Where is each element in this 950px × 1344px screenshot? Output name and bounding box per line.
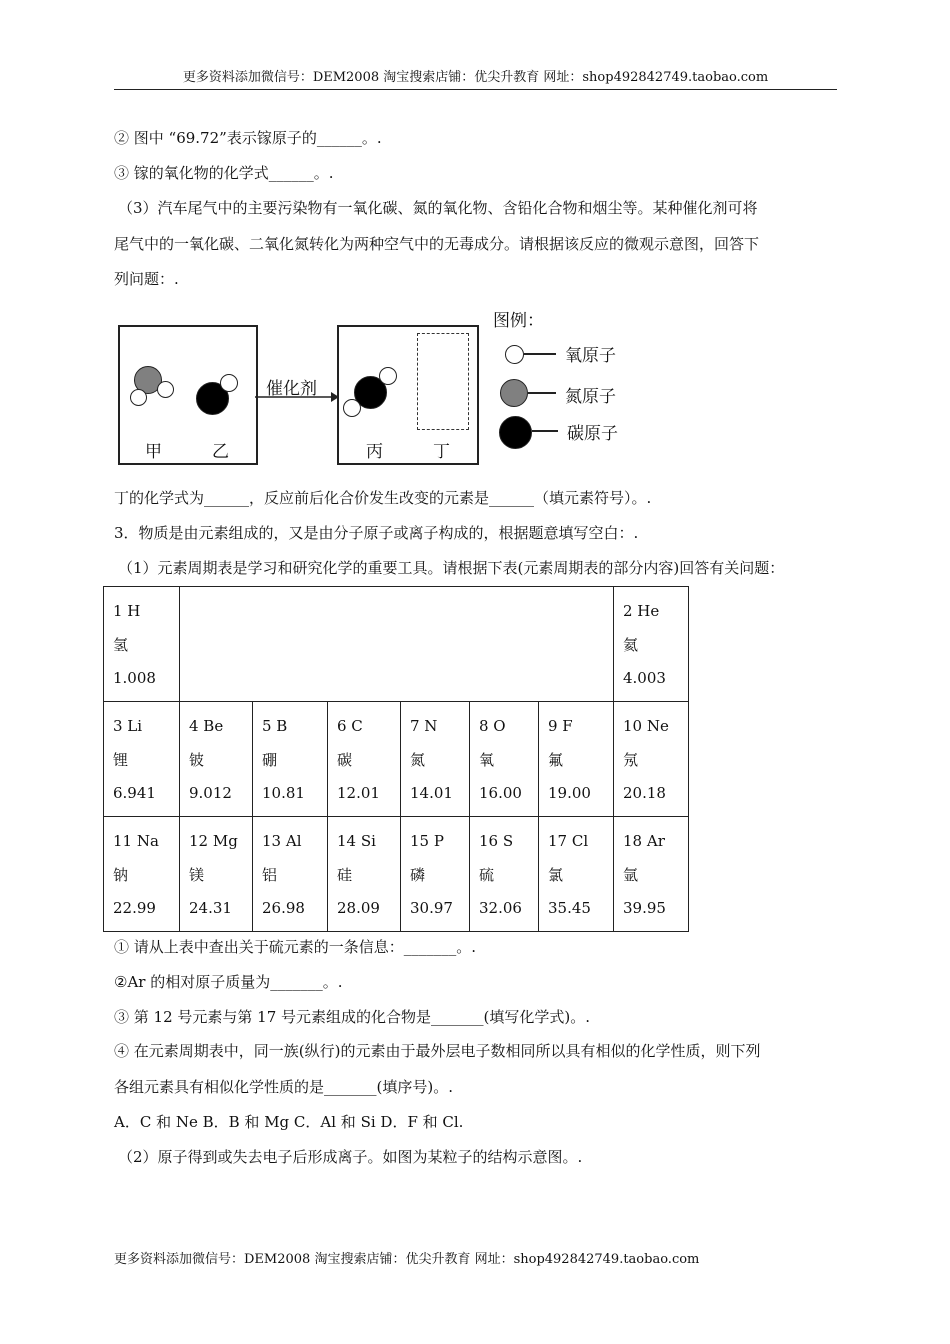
element-name: 氟 bbox=[548, 750, 564, 769]
arrow-right-icon bbox=[255, 390, 339, 404]
element-symbol: 8 O bbox=[479, 717, 506, 735]
legend-line bbox=[532, 430, 558, 432]
legend-carbon-icon bbox=[499, 416, 532, 449]
element-cell bbox=[539, 702, 614, 817]
element-mass: 28.09 bbox=[337, 899, 380, 917]
table-row bbox=[104, 702, 689, 817]
element-mass: 1.008 bbox=[113, 669, 156, 687]
element-name: 氯 bbox=[548, 865, 564, 884]
element-name: 碳 bbox=[337, 750, 353, 769]
legend-line bbox=[524, 353, 556, 355]
q2-answer-line: 丁的化学式为______，反应前后化合价发生改变的元素是______（填元素符号）。. bbox=[114, 489, 652, 507]
legend-oxygen-icon bbox=[505, 345, 524, 364]
periodic-table bbox=[103, 586, 689, 932]
element-cell bbox=[253, 702, 328, 817]
legend-title: 图例： bbox=[493, 311, 544, 331]
element-symbol: 14 Si bbox=[337, 832, 376, 850]
element-symbol: 6 C bbox=[337, 717, 363, 735]
q3-item4-line1: ④ 在元素周期表中，同一族(纵行)的元素由于最外层电子数相同所以具有相似的化学性质，则下列 bbox=[114, 1042, 761, 1060]
element-name: 氖 bbox=[623, 750, 639, 769]
element-symbol: 17 Cl bbox=[548, 832, 589, 850]
q3-item2: ②Ar 的相对原子质量为_______。. bbox=[114, 973, 343, 991]
element-mass: 6.941 bbox=[113, 784, 156, 802]
element-name: 氮 bbox=[410, 750, 426, 769]
element-symbol: 1 H bbox=[113, 602, 141, 620]
element-symbol: 13 Al bbox=[262, 832, 302, 850]
label-bing: 丙 bbox=[366, 442, 383, 462]
element-name: 氦 bbox=[623, 635, 639, 654]
element-cell bbox=[104, 817, 180, 932]
element-name: 硫 bbox=[479, 865, 495, 884]
oxygen-atom bbox=[130, 389, 147, 406]
element-cell bbox=[253, 817, 328, 932]
element-mass: 22.99 bbox=[113, 899, 156, 917]
element-symbol: 7 N bbox=[410, 717, 438, 735]
element-name: 硅 bbox=[337, 865, 353, 884]
element-symbol: 12 Mg bbox=[189, 832, 238, 850]
legend-carbon-label: 碳原子 bbox=[567, 424, 618, 444]
label-ding: 丁 bbox=[433, 442, 450, 462]
element-cell bbox=[614, 587, 689, 702]
q3-part2: （2）原子得到或失去电子后形成离子。如图为某粒子的结构示意图。. bbox=[118, 1148, 583, 1166]
q3-item1: ① 请从上表中查出关于硫元素的一条信息：_______。. bbox=[114, 938, 477, 956]
oxygen-atom bbox=[157, 381, 174, 398]
element-mass: 26.98 bbox=[262, 899, 305, 917]
q2-part3-line2: 尾气中的一氧化碳、二氧化氮转化为两种空气中的无毒成分。请根据该反应的微观示意图，回答下 bbox=[114, 235, 760, 253]
q3-options: A．C 和 Ne B．B 和 Mg C．Al 和 Si D．F 和 Cl. bbox=[114, 1113, 464, 1131]
q3-item4-line2: 各组元素具有相似化学性质的是_______(填序号)。. bbox=[114, 1078, 453, 1096]
element-mass: 32.06 bbox=[479, 899, 522, 917]
element-mass: 35.45 bbox=[548, 899, 591, 917]
q2-part3-line3: 列问题：. bbox=[114, 270, 179, 288]
element-symbol: 10 Ne bbox=[623, 717, 669, 735]
element-cell bbox=[180, 702, 253, 817]
element-mass: 4.003 bbox=[623, 669, 666, 687]
element-symbol: 5 B bbox=[262, 717, 288, 735]
element-symbol: 11 Na bbox=[113, 832, 159, 850]
element-cell bbox=[104, 587, 180, 702]
element-mass: 14.01 bbox=[410, 784, 453, 802]
element-symbol: 18 Ar bbox=[623, 832, 665, 850]
element-symbol: 9 F bbox=[548, 717, 573, 735]
element-symbol: 2 He bbox=[623, 602, 660, 620]
legend-oxygen-label: 氧原子 bbox=[565, 346, 616, 366]
element-name: 铍 bbox=[189, 750, 205, 769]
element-name: 锂 bbox=[113, 750, 129, 769]
element-cell bbox=[401, 817, 470, 932]
element-name: 磷 bbox=[410, 865, 426, 884]
oxygen-atom bbox=[220, 374, 238, 392]
legend-nitrogen-icon bbox=[500, 379, 528, 407]
q2-item2: ② 图中 “69.72”表示镓原子的______。. bbox=[114, 129, 382, 147]
q3-part1: （1）元素周期表是学习和研究化学的重要工具。请根据下表(元素周期表的部分内容)回答有关问题： bbox=[118, 559, 785, 577]
element-symbol: 15 P bbox=[410, 832, 444, 850]
catalyst-label: 催化剂 bbox=[266, 379, 317, 399]
element-name: 钠 bbox=[113, 865, 129, 884]
element-cell bbox=[614, 702, 689, 817]
q3-title: 3．物质是由元素组成的，又是由分子原子或离子构成的，根据题意填写空白：. bbox=[114, 524, 639, 542]
element-mass: 12.01 bbox=[337, 784, 380, 802]
empty-cell bbox=[180, 587, 614, 702]
element-mass: 39.95 bbox=[623, 899, 666, 917]
element-cell bbox=[328, 817, 401, 932]
element-symbol: 3 Li bbox=[113, 717, 143, 735]
element-name: 氧 bbox=[479, 750, 495, 769]
element-symbol: 4 Be bbox=[189, 717, 224, 735]
element-name: 硼 bbox=[262, 750, 278, 769]
element-symbol: 16 S bbox=[479, 832, 514, 850]
element-mass: 10.81 bbox=[262, 784, 305, 802]
element-mass: 19.00 bbox=[548, 784, 591, 802]
element-name: 铝 bbox=[262, 865, 278, 884]
element-mass: 9.012 bbox=[189, 784, 232, 802]
element-mass: 30.97 bbox=[410, 899, 453, 917]
label-yi: 乙 bbox=[212, 442, 229, 462]
page-footer: 更多资料添加微信号：DEM2008 淘宝搜索店铺：优尖升教育 网址：shop492842749.taobao.com bbox=[114, 1252, 700, 1267]
element-cell bbox=[539, 817, 614, 932]
table-row bbox=[104, 587, 689, 702]
legend-line bbox=[528, 392, 556, 394]
element-mass: 16.00 bbox=[479, 784, 522, 802]
table-row bbox=[104, 817, 689, 932]
element-cell bbox=[328, 702, 401, 817]
legend-nitrogen-label: 氮原子 bbox=[565, 387, 616, 407]
oxygen-atom bbox=[343, 399, 361, 417]
page-header: 更多资料添加微信号：DEM2008 淘宝搜索店铺：优尖升教育 网址：shop492842749.taobao.com bbox=[114, 66, 837, 90]
element-name: 氢 bbox=[113, 635, 129, 654]
element-cell bbox=[104, 702, 180, 817]
element-cell bbox=[470, 702, 539, 817]
oxygen-atom bbox=[379, 367, 397, 385]
unknown-product-box bbox=[417, 333, 469, 430]
q3-item3: ③ 第 12 号元素与第 17 号元素组成的化合物是_______(填写化学式)。. bbox=[114, 1008, 590, 1026]
element-name: 氩 bbox=[623, 865, 639, 884]
q2-part3-line1: （3）汽车尾气中的主要污染物有一氧化碳、氮的氧化物、含铅化合物和烟尘等。某种催化剂可将 bbox=[118, 199, 758, 217]
element-name: 镁 bbox=[189, 865, 205, 884]
element-cell bbox=[401, 702, 470, 817]
element-cell bbox=[614, 817, 689, 932]
element-mass: 24.31 bbox=[189, 899, 232, 917]
element-mass: 20.18 bbox=[623, 784, 666, 802]
label-jia: 甲 bbox=[145, 442, 162, 462]
element-cell bbox=[470, 817, 539, 932]
q2-item3: ③ 镓的氧化物的化学式______。. bbox=[114, 164, 334, 182]
element-cell bbox=[180, 817, 253, 932]
